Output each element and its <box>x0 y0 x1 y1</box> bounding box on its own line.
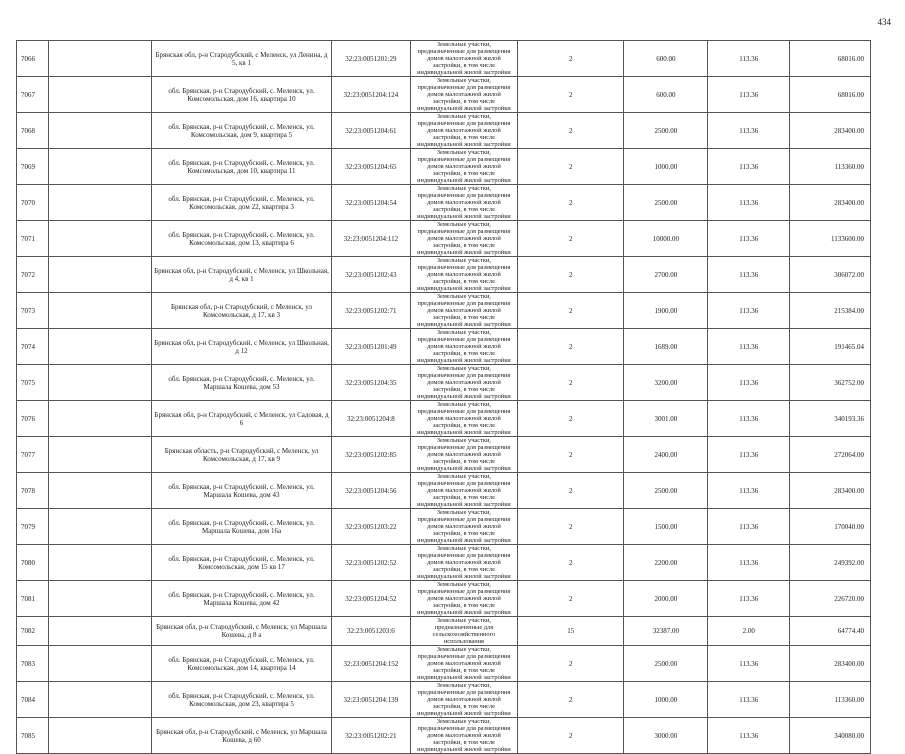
group-cell: 2 <box>518 473 624 509</box>
land-purpose-cell: Земельные участки, предназначенные для размещения домов малоэтажной жилой застройки, в том числе индивидуальной жилой застройки <box>410 365 517 401</box>
cadastral-value-cell: 283400.00 <box>790 646 871 682</box>
table-body <box>17 41 871 754</box>
group-cell: 2 <box>518 509 624 545</box>
area-cell: 600.00 <box>624 77 708 113</box>
area-cell: 3001.00 <box>624 401 708 437</box>
rate-cell: 113.36 <box>708 293 790 329</box>
row-number: 7070 <box>17 185 49 221</box>
area-cell: 1500.00 <box>624 509 708 545</box>
group-cell: 2 <box>518 365 624 401</box>
cadastral-number-cell: 32:23:0051202:43 <box>332 257 411 293</box>
address-cell: Брянская обл, р-н Стародубский, с Меленск, ул Садовая, д 6 <box>152 401 332 437</box>
cadastral-value-cell: 64774.40 <box>790 617 871 646</box>
rate-cell: 113.36 <box>708 682 790 718</box>
table-row <box>17 437 871 473</box>
empty-cell <box>48 617 151 646</box>
group-cell: 2 <box>518 149 624 185</box>
address-cell: обл. Брянская, р-н Стародубский, с. Меленск, ул. Комсомольская, дом 22, квартира 3 <box>152 185 332 221</box>
row-number: 7078 <box>17 473 49 509</box>
empty-cell <box>48 329 151 365</box>
empty-cell <box>48 293 151 329</box>
address-cell: Брянская обл, р-н Стародубский, с Меленск, ул Школьная, д 12 <box>152 329 332 365</box>
address-cell: Брянская обл, р-н Стародубский, с Меленск, ул Ленина, д 5, кв 1 <box>152 41 332 77</box>
address-cell: Брянская обл, р-н Стародубский, с Меленск, ул Комсомольская, д 17, кв 3 <box>152 293 332 329</box>
land-purpose-cell: Земельные участки, предназначенные для размещения домов малоэтажной жилой застройки, в том числе индивидуальной жилой застройки <box>410 77 517 113</box>
row-number: 7066 <box>17 41 49 77</box>
table-row <box>17 329 871 365</box>
empty-cell <box>48 509 151 545</box>
row-number: 7082 <box>17 617 49 646</box>
empty-cell <box>48 257 151 293</box>
land-purpose-cell: Земельные участки, предназначенные для размещения домов малоэтажной жилой застройки, в том числе индивидуальной жилой застройки <box>410 581 517 617</box>
rate-cell: 113.36 <box>708 718 790 754</box>
table-row <box>17 149 871 185</box>
empty-cell <box>48 682 151 718</box>
empty-cell <box>48 581 151 617</box>
cadastral-value-cell: 249392.00 <box>790 545 871 581</box>
address-cell: Брянская обл, р-н Стародубский, с Меленск, ул Школьная, д 4, кв 1 <box>152 257 332 293</box>
cadastral-number-cell: 32:23:0051202:71 <box>332 293 411 329</box>
empty-cell <box>48 113 151 149</box>
table-row <box>17 718 871 754</box>
area-cell: 2500.00 <box>624 473 708 509</box>
rate-cell: 113.36 <box>708 329 790 365</box>
address-cell: обл. Брянская, р-н Стародубский, с. Меленск, ул. Комсомольская, дом 16, квартира 10 <box>152 77 332 113</box>
row-number: 7081 <box>17 581 49 617</box>
table-row <box>17 293 871 329</box>
cadastral-value-cell: 215384.00 <box>790 293 871 329</box>
cadastral-value-cell: 362752.00 <box>790 365 871 401</box>
rate-cell: 113.36 <box>708 509 790 545</box>
row-number: 7084 <box>17 682 49 718</box>
cadastral-number-cell: 32:23:0051202:52 <box>332 545 411 581</box>
land-purpose-cell: Земельные участки, предназначенные для размещения домов малоэтажной жилой застройки, в том числе индивидуальной жилой застройки <box>410 41 517 77</box>
address-cell: Брянская обл, р-н Стародубский, с Меленск, ул Маршала Кошева, д 60 <box>152 718 332 754</box>
empty-cell <box>48 718 151 754</box>
area-cell: 3200.00 <box>624 365 708 401</box>
land-purpose-cell: Земельные участки, предназначенные для размещения домов малоэтажной жилой застройки, в том числе индивидуальной жилой застройки <box>410 718 517 754</box>
area-cell: 1900.00 <box>624 293 708 329</box>
land-purpose-cell: Земельные участки, предназначенные для размещения домов малоэтажной жилой застройки, в том числе индивидуальной жилой застройки <box>410 293 517 329</box>
land-purpose-cell: Земельные участки, предназначенные для сельскохозяйственного использования <box>410 617 517 646</box>
area-cell: 10000.00 <box>624 221 708 257</box>
empty-cell <box>48 365 151 401</box>
cadastral-number-cell: 32:23:0051204:112 <box>332 221 411 257</box>
cadastral-number-cell: 32:23:0051204:152 <box>332 646 411 682</box>
land-purpose-cell: Земельные участки, предназначенные для размещения домов малоэтажной жилой застройки, в том числе индивидуальной жилой застройки <box>410 473 517 509</box>
rate-cell: 113.36 <box>708 77 790 113</box>
table-row <box>17 473 871 509</box>
empty-cell <box>48 77 151 113</box>
address-cell: обл. Брянская, р-н Стародубский, с. Меленск, ул. Маршала Кошева, дом 53 <box>152 365 332 401</box>
group-cell: 2 <box>518 41 624 77</box>
empty-cell <box>48 41 151 77</box>
land-purpose-cell: Земельные участки, предназначенные для размещения домов малоэтажной жилой застройки, в том числе индивидуальной жилой застройки <box>410 185 517 221</box>
area-cell: 600.00 <box>624 41 708 77</box>
row-number: 7073 <box>17 293 49 329</box>
address-cell: Брянская обл, р-н Стародубский, с Меленск, ул Маршала Кошева, д 8 а <box>152 617 332 646</box>
area-cell: 3000.00 <box>624 718 708 754</box>
page-number: 434 <box>877 17 891 27</box>
rate-cell: 113.36 <box>708 185 790 221</box>
group-cell: 2 <box>518 293 624 329</box>
empty-cell <box>48 473 151 509</box>
cadastral-value-cell: 113360.00 <box>790 682 871 718</box>
table-row <box>17 581 871 617</box>
group-cell: 2 <box>518 545 624 581</box>
group-cell: 2 <box>518 77 624 113</box>
area-cell: 1000.00 <box>624 682 708 718</box>
table-row <box>17 257 871 293</box>
table-row <box>17 617 871 646</box>
rate-cell: 113.36 <box>708 545 790 581</box>
empty-cell <box>48 185 151 221</box>
address-cell: обл. Брянская, р-н Стародубский, с. Меленск, ул. Маршала Кошева, дом 42 <box>152 581 332 617</box>
empty-cell <box>48 545 151 581</box>
cadastral-value-cell: 283400.00 <box>790 473 871 509</box>
empty-cell <box>48 646 151 682</box>
area-cell: 2500.00 <box>624 113 708 149</box>
table-row <box>17 185 871 221</box>
table-row <box>17 682 871 718</box>
group-cell: 2 <box>518 401 624 437</box>
cadastral-value-cell: 226720.00 <box>790 581 871 617</box>
address-cell: Брянская область, р-н Стародубский, с Меленск, ул Комсомольская, д 17, кв 9 <box>152 437 332 473</box>
address-cell: обл. Брянская, р-н Стародубский, с. Меленск, ул. Маршала Кошева, дом 43 <box>152 473 332 509</box>
address-cell: обл. Брянская, р-н Стародубский, с. Меленск, ул. Комсомольская, дом 15 кв 17 <box>152 545 332 581</box>
address-cell: обл. Брянская, р-н Стародубский, с. Меленск, ул. Маршала Кошева, дом 16а <box>152 509 332 545</box>
area-cell: 2500.00 <box>624 646 708 682</box>
area-cell: 1689.00 <box>624 329 708 365</box>
cadastral-value-cell: 170040.00 <box>790 509 871 545</box>
cadastral-number-cell: 32:23:0051204:56 <box>332 473 411 509</box>
row-number: 7074 <box>17 329 49 365</box>
group-cell: 2 <box>518 329 624 365</box>
area-cell: 2200.00 <box>624 545 708 581</box>
rate-cell: 113.36 <box>708 646 790 682</box>
row-number: 7069 <box>17 149 49 185</box>
table-row <box>17 365 871 401</box>
land-purpose-cell: Земельные участки, предназначенные для размещения домов малоэтажной жилой застройки, в том числе индивидуальной жилой застройки <box>410 221 517 257</box>
address-cell: обл. Брянская, р-н Стародубский, с. Меленск, ул. Комсомольская, дом 10, квартира 11 <box>152 149 332 185</box>
rate-cell: 113.36 <box>708 365 790 401</box>
group-cell: 2 <box>518 113 624 149</box>
empty-cell <box>48 149 151 185</box>
cadastral-value-cell: 340080.00 <box>790 718 871 754</box>
area-cell: 2700.00 <box>624 257 708 293</box>
table-row <box>17 509 871 545</box>
area-cell: 2400.00 <box>624 437 708 473</box>
cadastral-number-cell: 32:23:0051204:35 <box>332 365 411 401</box>
table-row <box>17 77 871 113</box>
cadastral-number-cell: 32:23:0051201:29 <box>332 41 411 77</box>
land-purpose-cell: Земельные участки, предназначенные для размещения домов малоэтажной жилой застройки, в том числе индивидуальной жилой застройки <box>410 509 517 545</box>
empty-cell <box>48 401 151 437</box>
empty-cell <box>48 221 151 257</box>
land-purpose-cell: Земельные участки, предназначенные для размещения домов малоэтажной жилой застройки, в том числе индивидуальной жилой застройки <box>410 437 517 473</box>
table-row <box>17 646 871 682</box>
land-purpose-cell: Земельные участки, предназначенные для размещения домов малоэтажной жилой застройки, в том числе индивидуальной жилой застройки <box>410 113 517 149</box>
group-cell: 2 <box>518 682 624 718</box>
table-row <box>17 221 871 257</box>
group-cell: 2 <box>518 185 624 221</box>
row-number: 7072 <box>17 257 49 293</box>
group-cell: 15 <box>518 617 624 646</box>
rate-cell: 113.36 <box>708 221 790 257</box>
land-purpose-cell: Земельные участки, предназначенные для размещения домов малоэтажной жилой застройки, в том числе индивидуальной жилой застройки <box>410 682 517 718</box>
area-cell: 32387.00 <box>624 617 708 646</box>
address-cell: обл. Брянская, р-н Стародубский, с. Меленск, ул. Комсомольская, дом 9, квартира 5 <box>152 113 332 149</box>
address-cell: обл. Брянская, р-н Стародубский, с. Меленск, ул. Комсомольская, дом 23, квартира 5 <box>152 682 332 718</box>
row-number: 7068 <box>17 113 49 149</box>
group-cell: 2 <box>518 646 624 682</box>
cadastral-value-cell: 113360.00 <box>790 149 871 185</box>
land-purpose-cell: Земельные участки, предназначенные для размещения домов малоэтажной жилой застройки, в том числе индивидуальной жилой застройки <box>410 646 517 682</box>
cadastral-value-cell: 340193.36 <box>790 401 871 437</box>
land-purpose-cell: Земельные участки, предназначенные для размещения домов малоэтажной жилой застройки, в том числе индивидуальной жилой застройки <box>410 545 517 581</box>
table-row <box>17 545 871 581</box>
group-cell: 2 <box>518 221 624 257</box>
area-cell: 1000.00 <box>624 149 708 185</box>
row-number: 7080 <box>17 545 49 581</box>
cadastral-number-cell: 32:23:0051203:22 <box>332 509 411 545</box>
rate-cell: 113.36 <box>708 257 790 293</box>
row-number: 7077 <box>17 437 49 473</box>
cadastral-number-cell: 32:23:0051204:61 <box>332 113 411 149</box>
table-row <box>17 113 871 149</box>
cadastral-value-cell: 191465.04 <box>790 329 871 365</box>
area-cell: 2000.00 <box>624 581 708 617</box>
cadastral-number-cell: 32:23:0051204:65 <box>332 149 411 185</box>
group-cell: 2 <box>518 437 624 473</box>
address-cell: обл. Брянская, р-н Стародубский, с. Меленск, ул. Комсомольская, дом 13, квартира 6 <box>152 221 332 257</box>
table-row <box>17 41 871 77</box>
cadastral-value-cell: 1133600.00 <box>790 221 871 257</box>
row-number: 7067 <box>17 77 49 113</box>
cadastral-value-cell: 68016.00 <box>790 41 871 77</box>
cadastral-value-cell: 272064.00 <box>790 437 871 473</box>
area-cell: 2500.00 <box>624 185 708 221</box>
cadastral-number-cell: 32:23:0051202:85 <box>332 437 411 473</box>
land-purpose-cell: Земельные участки, предназначенные для размещения домов малоэтажной жилой застройки, в том числе индивидуальной жилой застройки <box>410 149 517 185</box>
table-row <box>17 401 871 437</box>
cadastral-number-cell: 32:23:0051204:52 <box>332 581 411 617</box>
land-purpose-cell: Земельные участки, предназначенные для размещения домов малоэтажной жилой застройки, в том числе индивидуальной жилой застройки <box>410 401 517 437</box>
land-purpose-cell: Земельные участки, предназначенные для размещения домов малоэтажной жилой застройки, в том числе индивидуальной жилой застройки <box>410 257 517 293</box>
rate-cell: 113.36 <box>708 581 790 617</box>
cadastral-value-cell: 306072.00 <box>790 257 871 293</box>
row-number: 7079 <box>17 509 49 545</box>
group-cell: 2 <box>518 581 624 617</box>
cadastral-value-table <box>16 40 871 754</box>
row-number: 7075 <box>17 365 49 401</box>
row-number: 7085 <box>17 718 49 754</box>
empty-cell <box>48 437 151 473</box>
rate-cell: 2.00 <box>708 617 790 646</box>
cadastral-number-cell: 32:23:0051204:124 <box>332 77 411 113</box>
cadastral-number-cell: 32:23:0051204:139 <box>332 682 411 718</box>
rate-cell: 113.36 <box>708 113 790 149</box>
land-purpose-cell: Земельные участки, предназначенные для размещения домов малоэтажной жилой застройки, в том числе индивидуальной жилой застройки <box>410 329 517 365</box>
cadastral-value-cell: 283400.00 <box>790 113 871 149</box>
cadastral-number-cell: 32:23:0051202:21 <box>332 718 411 754</box>
row-number: 7076 <box>17 401 49 437</box>
cadastral-value-cell: 283400.00 <box>790 185 871 221</box>
cadastral-number-cell: 32:23:0051204:8 <box>332 401 411 437</box>
rate-cell: 113.36 <box>708 149 790 185</box>
cadastral-number-cell: 32:23:0051204:54 <box>332 185 411 221</box>
rate-cell: 113.36 <box>708 437 790 473</box>
row-number: 7071 <box>17 221 49 257</box>
rate-cell: 113.36 <box>708 401 790 437</box>
group-cell: 2 <box>518 257 624 293</box>
rate-cell: 113.36 <box>708 473 790 509</box>
cadastral-number-cell: 32:23:0051203:6 <box>332 617 411 646</box>
address-cell: обл. Брянская, р-н Стародубский, с. Меленск, ул. Комсомольская, дом 14, квартира 14 <box>152 646 332 682</box>
rate-cell: 113.36 <box>708 41 790 77</box>
cadastral-value-cell: 68016.00 <box>790 77 871 113</box>
row-number: 7083 <box>17 646 49 682</box>
cadastral-number-cell: 32:23:0051201:49 <box>332 329 411 365</box>
group-cell: 2 <box>518 718 624 754</box>
